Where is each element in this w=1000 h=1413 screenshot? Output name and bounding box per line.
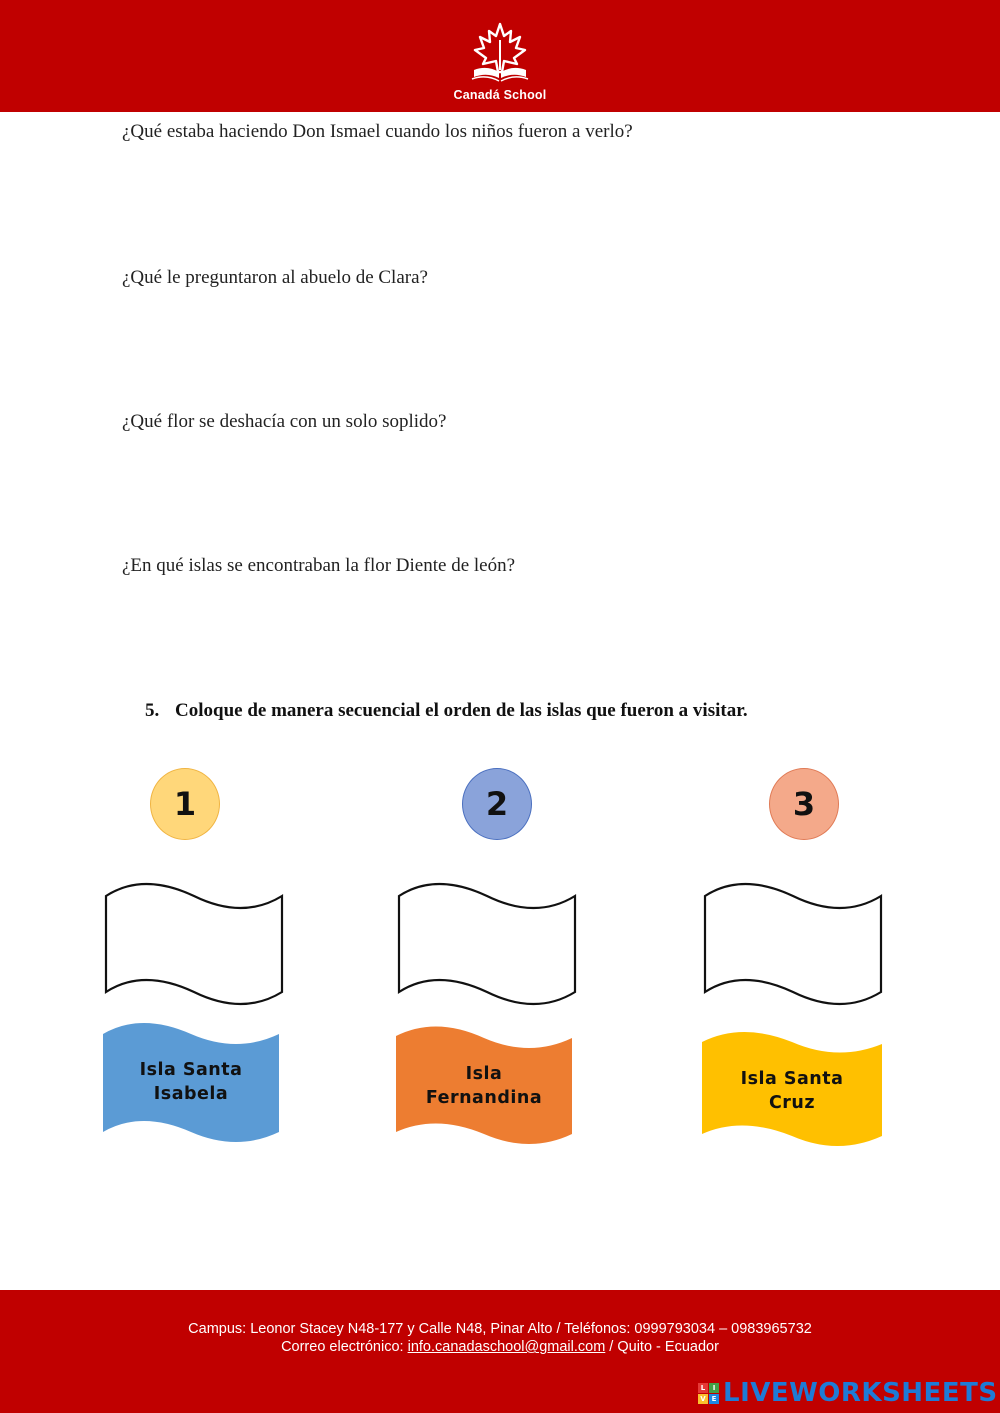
order-number: 2	[485, 785, 509, 823]
order-number: 1	[173, 785, 197, 823]
question-3: ¿Qué flor se deshacía con un solo soplido?	[122, 411, 447, 432]
footer-address: Campus: Leonor Stacey N48-177 y Calle N48, Pinar Alto / Teléfonos: 0999793034 – 0983965732	[188, 1321, 812, 1337]
island-label-line1: Isla	[465, 1064, 503, 1084]
order-number: 3	[792, 785, 816, 823]
answer-flag-3[interactable]	[702, 880, 884, 1010]
task-text: Coloque de manera secuencial el orden de las islas que fueron a visitar.	[175, 700, 748, 721]
island-label-line1: Isla Santa	[139, 1060, 243, 1080]
order-circle-1	[150, 768, 220, 840]
island-label-line1: Isla Santa	[740, 1069, 844, 1089]
school-name: Canadá School	[453, 88, 547, 102]
liveworksheets-logo-icon	[698, 1383, 719, 1404]
lw-letter: V	[698, 1394, 708, 1404]
island-label-line2: Fernandina	[425, 1088, 543, 1108]
footer-band	[0, 1290, 1000, 1413]
maple-leaf-book-icon	[440, 20, 560, 90]
order-circle-3	[769, 768, 839, 840]
liveworksheets-text: LIVEWORKSHEETS	[723, 1378, 998, 1408]
footer-contact	[0, 1339, 1000, 1355]
question-1: ¿Qué estaba haciendo Don Ismael cuando los niños fueron a verlo?	[122, 121, 633, 142]
island-flag-fernandina[interactable]	[396, 1024, 572, 1148]
island-label	[702, 1067, 882, 1115]
island-label-line2: Isabela	[153, 1084, 229, 1104]
task-instruction	[145, 700, 748, 722]
lw-letter: L	[698, 1383, 708, 1393]
header-band	[0, 0, 1000, 112]
island-flag-santa-isabela[interactable]	[103, 1020, 279, 1146]
answer-flag-1[interactable]	[103, 880, 285, 1010]
lw-letter: I	[709, 1383, 719, 1393]
island-label	[396, 1062, 572, 1110]
answer-flag-2[interactable]	[396, 880, 578, 1010]
question-2: ¿Qué le preguntaron al abuelo de Clara?	[122, 267, 428, 288]
order-circle-2	[462, 768, 532, 840]
island-flag-santa-cruz[interactable]	[702, 1030, 882, 1150]
island-label-line2: Cruz	[768, 1093, 816, 1113]
school-logo	[440, 20, 560, 110]
island-label	[103, 1058, 279, 1106]
lw-letter: E	[709, 1394, 719, 1404]
email-prefix: Correo electrónico:	[281, 1339, 408, 1355]
question-4: ¿En qué islas se encontraban la flor Diente de león?	[122, 555, 516, 576]
task-number: 5.	[145, 700, 160, 721]
liveworksheets-watermark	[698, 1378, 998, 1408]
email-link[interactable]: info.canadaschool@gmail.com	[407, 1339, 606, 1355]
email-suffix: / Quito - Ecuador	[605, 1339, 719, 1355]
